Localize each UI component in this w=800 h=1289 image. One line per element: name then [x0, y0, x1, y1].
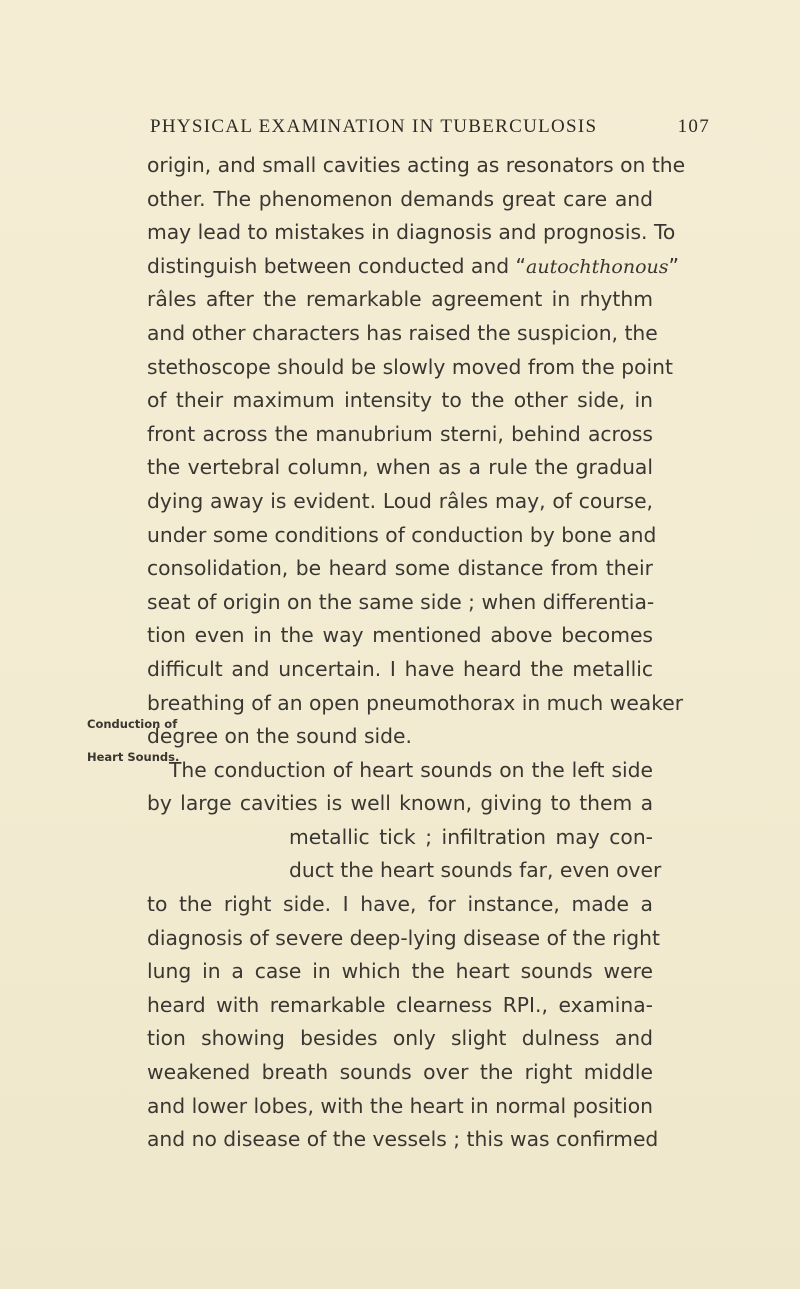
text-line: the vertebral column, when as a rule the gradual [147, 455, 653, 480]
text-line: stethoscope should be slowly moved from the point [147, 354, 673, 379]
text-line: The conduction of heart sounds on the left side [169, 757, 653, 782]
margin-note-line-1: Conduction of [87, 717, 178, 731]
text-line: by large cavities is well known, giving to them a [147, 791, 653, 816]
italic-word: autochthonous [526, 255, 669, 278]
text-line: lung in a case in which the heart sounds were [147, 959, 653, 984]
text-line: front across the manubrium sterni, behind across [147, 421, 653, 446]
text-line: consolidation, be heard some distance from their [147, 556, 653, 581]
text-line: under some conditions of conduction by bone and [147, 522, 657, 547]
text-line: to the right side. I have, for instance, made a [147, 892, 653, 917]
text-line: weakened breath sounds over the right middle [147, 1060, 653, 1085]
text-line: degree on the sound side. [147, 724, 412, 749]
text-line: and other characters has raised the suspicion, the [147, 320, 658, 345]
text-line-start: distinguish between conducted and “ [147, 253, 527, 278]
text-line: seat of origin on the same side ; when differentia- [147, 589, 655, 614]
margin-note-line-2: Heart Sounds. [87, 750, 180, 764]
text-line-end: ” [668, 253, 680, 278]
text-line: origin, and small cavities acting as resonators on the [147, 153, 686, 177]
running-head-title: PHYSICAL EXAMINATION IN TUBERCULOSIS [150, 116, 598, 137]
text-line: tion showing besides only slight dulness and [147, 1026, 653, 1051]
text-line: difficult and uncertain. I have heard the metallic [147, 656, 653, 681]
text-line: of their maximum intensity to the other side, in [147, 388, 653, 413]
text-line: other. The phenomenon demands great care and [147, 186, 653, 211]
text-line: râles after the remarkable agreement in rhythm [147, 287, 653, 312]
body-text [147, 149, 686, 1157]
text-line: metallic tick ; infiltration may con- [289, 824, 653, 849]
text-line: may lead to mistakes in diagnosis and prognosis. To [147, 220, 676, 245]
text-line: dying away is evident. Loud râles may, of course, [147, 488, 653, 513]
text-line: and no disease of the vessels ; this was confirmed [147, 1127, 659, 1152]
text-line: duct the heart sounds far, even over [289, 858, 662, 883]
text-line: and lower lobes, with the heart in normal position [147, 1093, 653, 1118]
text-line [147, 250, 680, 284]
page-number: 107 [677, 116, 710, 137]
text-line: tion even in the way mentioned above becomes [147, 623, 653, 648]
text-line: diagnosis of severe deep-lying disease of the right [147, 925, 660, 950]
text-line: heard with remarkable clearness RPI., examina- [147, 992, 653, 1017]
text-line: breathing of an open pneumothorax in much weaker [147, 690, 684, 715]
running-head [150, 116, 710, 138]
